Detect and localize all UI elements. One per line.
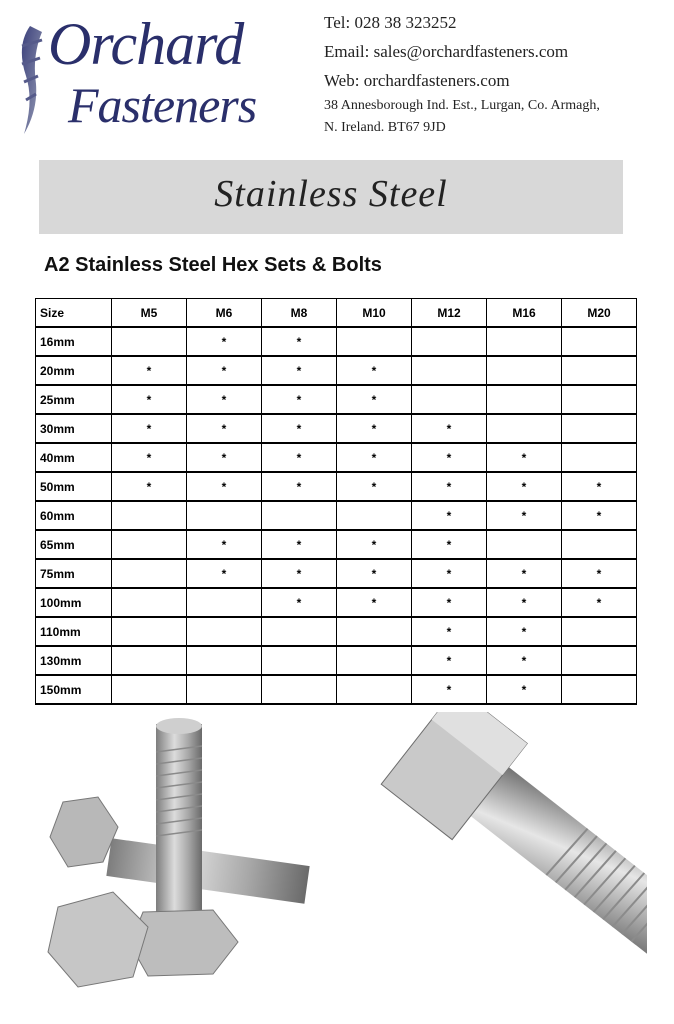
availability-cell — [187, 646, 262, 675]
availability-cell — [412, 356, 487, 385]
availability-cell: * — [337, 414, 412, 443]
availability-cell: * — [337, 443, 412, 472]
availability-cell: * — [262, 443, 337, 472]
logo-name-line2: Fasteners — [68, 77, 257, 133]
availability-cell — [337, 617, 412, 646]
availability-cell — [412, 385, 487, 414]
section-banner — [39, 160, 623, 234]
availability-cell — [112, 675, 187, 704]
column-header: M6 — [187, 299, 262, 328]
address-line2: N. Ireland. BT67 9JD — [324, 120, 446, 135]
availability-cell: * — [112, 414, 187, 443]
table-row — [36, 675, 637, 704]
availability-cell — [112, 501, 187, 530]
availability-cell: * — [112, 385, 187, 414]
availability-cell — [562, 356, 637, 385]
availability-cell: * — [412, 617, 487, 646]
stainless-hex-bolts-photo — [38, 712, 318, 992]
availability-cell: * — [487, 501, 562, 530]
availability-cell: * — [487, 675, 562, 704]
availability-cell: * — [262, 356, 337, 385]
availability-cell: * — [412, 646, 487, 675]
row-size-label: 30mm — [36, 414, 112, 443]
availability-cell: * — [487, 472, 562, 501]
availability-cell: * — [262, 559, 337, 588]
availability-cell: * — [262, 530, 337, 559]
availability-cell: * — [562, 501, 637, 530]
availability-cell: * — [562, 588, 637, 617]
availability-cell: * — [337, 530, 412, 559]
availability-cell: * — [487, 559, 562, 588]
availability-cell — [112, 588, 187, 617]
availability-cell — [187, 588, 262, 617]
availability-cell: * — [112, 356, 187, 385]
row-size-label: 60mm — [36, 501, 112, 530]
column-header: M10 — [337, 299, 412, 328]
availability-cell: * — [112, 443, 187, 472]
availability-cell — [562, 414, 637, 443]
availability-cell — [337, 675, 412, 704]
table-row — [36, 327, 637, 356]
availability-cell: * — [562, 472, 637, 501]
row-size-label: 65mm — [36, 530, 112, 559]
availability-cell — [412, 327, 487, 356]
column-header: M5 — [112, 299, 187, 328]
availability-cell — [562, 327, 637, 356]
availability-cell: * — [337, 472, 412, 501]
contact-block — [324, 8, 600, 139]
row-size-label: 110mm — [36, 617, 112, 646]
availability-cell — [112, 617, 187, 646]
availability-cell — [487, 327, 562, 356]
row-size-label: 75mm — [36, 559, 112, 588]
availability-cell: * — [412, 588, 487, 617]
availability-cell: * — [262, 588, 337, 617]
column-header: M8 — [262, 299, 337, 328]
column-header: M16 — [487, 299, 562, 328]
availability-cell: * — [262, 327, 337, 356]
email-text: Email: sales@orchardfasteners.com — [324, 42, 569, 61]
availability-cell: * — [412, 559, 487, 588]
availability-cell — [262, 617, 337, 646]
table-row — [36, 443, 637, 472]
table-row — [36, 414, 637, 443]
availability-cell: * — [337, 356, 412, 385]
availability-cell: * — [262, 385, 337, 414]
availability-cell — [112, 559, 187, 588]
availability-cell: * — [337, 588, 412, 617]
table-row — [36, 356, 637, 385]
availability-cell — [487, 385, 562, 414]
availability-cell — [487, 530, 562, 559]
availability-cell: * — [412, 472, 487, 501]
page-heading: A2 Stainless Steel Hex Sets & Bolts — [44, 254, 382, 276]
table-row — [36, 472, 637, 501]
availability-cell: * — [187, 559, 262, 588]
table-row — [36, 559, 637, 588]
column-header: M12 — [412, 299, 487, 328]
availability-cell — [187, 617, 262, 646]
web-text: Web: orchardfasteners.com — [324, 71, 510, 90]
availability-cell — [337, 646, 412, 675]
availability-cell: * — [187, 414, 262, 443]
address-line1: 38 Annesborough Ind. Est., Lurgan, Co. Armagh, — [324, 98, 600, 113]
row-size-label: 16mm — [36, 327, 112, 356]
availability-cell: * — [337, 385, 412, 414]
availability-cell — [262, 646, 337, 675]
availability-cell: * — [412, 675, 487, 704]
availability-cell — [187, 501, 262, 530]
size-availability-table — [35, 298, 637, 705]
table-row — [36, 501, 637, 530]
availability-cell — [487, 356, 562, 385]
availability-cell: * — [187, 443, 262, 472]
row-size-label: 20mm — [36, 356, 112, 385]
table-row — [36, 385, 637, 414]
availability-cell: * — [487, 443, 562, 472]
availability-cell — [562, 646, 637, 675]
availability-cell: * — [412, 530, 487, 559]
availability-cell: * — [337, 559, 412, 588]
table-row — [36, 646, 637, 675]
availability-cell: * — [412, 501, 487, 530]
stainless-hex-bolt-photo — [352, 712, 647, 1002]
row-size-label: 40mm — [36, 443, 112, 472]
availability-cell — [112, 530, 187, 559]
availability-cell: * — [187, 472, 262, 501]
availability-cell — [562, 385, 637, 414]
table-row — [36, 588, 637, 617]
availability-cell — [562, 617, 637, 646]
row-size-label: 100mm — [36, 588, 112, 617]
availability-cell — [187, 675, 262, 704]
logo-name-line1: Orchard — [48, 11, 244, 77]
availability-cell: * — [262, 472, 337, 501]
availability-cell — [112, 646, 187, 675]
phone-text: Tel: 028 38 323252 — [324, 13, 457, 32]
availability-cell: * — [487, 588, 562, 617]
availability-cell: * — [487, 617, 562, 646]
table-row — [36, 617, 637, 646]
table-row — [36, 530, 637, 559]
availability-cell: * — [412, 443, 487, 472]
row-size-label: 130mm — [36, 646, 112, 675]
row-size-label: 150mm — [36, 675, 112, 704]
availability-cell — [562, 530, 637, 559]
availability-cell: * — [112, 472, 187, 501]
table-header-row — [36, 299, 637, 328]
company-logo — [8, 6, 298, 146]
availability-cell: * — [187, 327, 262, 356]
availability-cell: * — [262, 414, 337, 443]
availability-cell — [562, 443, 637, 472]
availability-cell: * — [562, 559, 637, 588]
availability-cell: * — [187, 356, 262, 385]
availability-cell — [337, 501, 412, 530]
column-header: Size — [36, 299, 112, 328]
availability-cell — [112, 327, 187, 356]
availability-cell — [487, 414, 562, 443]
availability-cell: * — [412, 414, 487, 443]
availability-cell — [262, 501, 337, 530]
column-header: M20 — [562, 299, 637, 328]
availability-cell: * — [187, 530, 262, 559]
row-size-label: 50mm — [36, 472, 112, 501]
availability-cell — [337, 327, 412, 356]
banner-title: Stainless Steel — [214, 173, 448, 215]
availability-cell — [562, 675, 637, 704]
availability-cell — [262, 675, 337, 704]
availability-cell: * — [187, 385, 262, 414]
row-size-label: 25mm — [36, 385, 112, 414]
availability-cell: * — [487, 646, 562, 675]
